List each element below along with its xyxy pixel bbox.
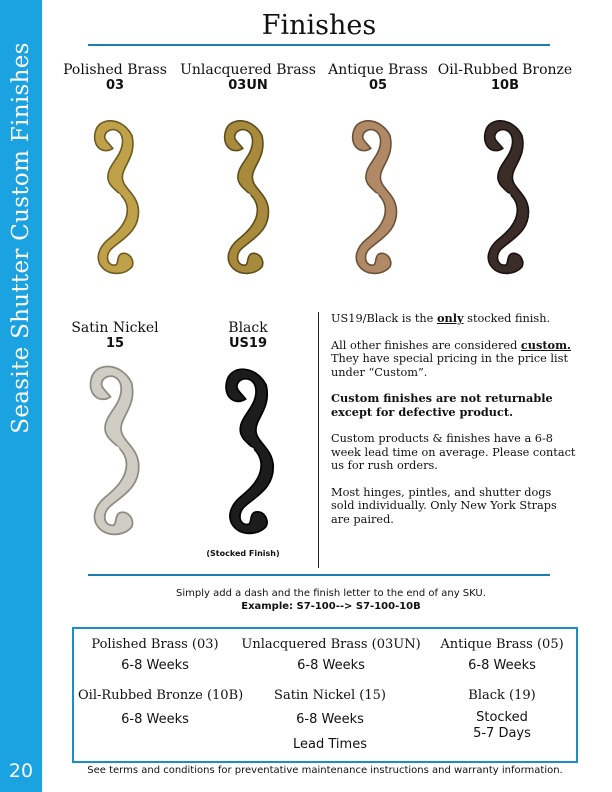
footer-note: See terms and conditions for preventative maintenance instructions and warranty information. xyxy=(87,765,563,776)
finish-name-unlacquered-brass: Unlacquered Brass xyxy=(180,62,316,78)
sku-instructions xyxy=(88,587,574,613)
section-rule xyxy=(88,574,550,576)
lead-times-caption: Lead Times xyxy=(293,737,367,752)
satin-nickel-shutter-dog-image xyxy=(70,352,158,542)
finish-code-black: US19 xyxy=(228,336,267,351)
lead-name-oil-rubbed-bronze: Oil-Rubbed Bronze (10B) xyxy=(78,688,244,703)
finish-code-oil-rubbed-bronze: 10B xyxy=(491,78,519,93)
finish-name-antique-brass: Antique Brass xyxy=(328,62,428,78)
page-title: Finishes xyxy=(261,10,377,41)
oil-rubbed-bronze-shutter-dog-image xyxy=(466,98,546,290)
lead-name-unlacquered-brass: Unlacquered Brass (03UN) xyxy=(241,637,421,652)
finish-code-unlacquered-brass: 03UN xyxy=(228,78,268,93)
note-sold-individually: Most hinges, pintles, and shutter dogs sold individually. Only New York Straps are paired. xyxy=(331,485,557,526)
finish-name-oil-rubbed-bronze: Oil-Rubbed Bronze xyxy=(437,62,573,78)
lead-time-satin-nickel: 6-8 Weeks xyxy=(296,712,364,727)
lead-time-oil-rubbed-bronze: 6-8 Weeks xyxy=(121,712,189,727)
sku-example: Example: S7-100--> S7-100-10B xyxy=(241,601,421,612)
title-rule xyxy=(88,44,550,46)
lead-time-antique-brass: 6-8 Weeks xyxy=(468,658,536,673)
black-shutter-dog-image xyxy=(206,352,292,544)
sidebar-title: Seasite Shutter Custom Finishes xyxy=(8,42,34,434)
finish-code-antique-brass: 05 xyxy=(368,78,388,93)
lead-name-black: Black (19) xyxy=(468,688,536,703)
lead-time-black-days: 5-7 Days xyxy=(473,726,531,741)
note-custom: All other finishes are considered custom. They have special pricing in the price list under “Custom”. xyxy=(331,337,571,379)
unlacquered-brass-shutter-dog-image xyxy=(206,98,286,290)
sidebar xyxy=(0,0,42,792)
antique-brass-shutter-dog-image xyxy=(334,98,414,290)
finish-code-polished-brass: 03 xyxy=(105,78,125,93)
finish-name-polished-brass: Polished Brass xyxy=(63,62,167,78)
note-returns: Custom finishes are not returnable except for defective product. xyxy=(331,391,553,419)
lead-time-black: Stocked xyxy=(476,710,528,725)
lead-time-polished-brass: 6-8 Weeks xyxy=(121,658,189,673)
finish-name-satin-nickel: Satin Nickel xyxy=(71,320,159,336)
finish-code-satin-nickel: 15 xyxy=(105,336,125,351)
sku-instruction-line: Simply add a dash and the finish letter to the end of any SKU. xyxy=(176,588,486,599)
note-stocked: US19/Black is the only stocked finish. xyxy=(331,311,551,325)
lead-name-satin-nickel: Satin Nickel (15) xyxy=(274,688,386,703)
page-number: 20 xyxy=(8,760,34,782)
polished-brass-shutter-dog-image xyxy=(76,98,156,290)
stocked-finish-caption: (Stocked Finish) xyxy=(206,549,280,558)
finish-name-black: Black xyxy=(228,320,268,336)
finish-notes xyxy=(331,312,576,539)
lead-name-antique-brass: Antique Brass (05) xyxy=(440,637,564,652)
notes-divider xyxy=(318,312,319,568)
lead-time-unlacquered-brass: 6-8 Weeks xyxy=(297,658,365,673)
lead-name-polished-brass: Polished Brass (03) xyxy=(91,637,219,652)
note-lead-time: Custom products & finishes have a 6-8 week lead time on average. Please contact us for rush orders. xyxy=(331,432,576,472)
